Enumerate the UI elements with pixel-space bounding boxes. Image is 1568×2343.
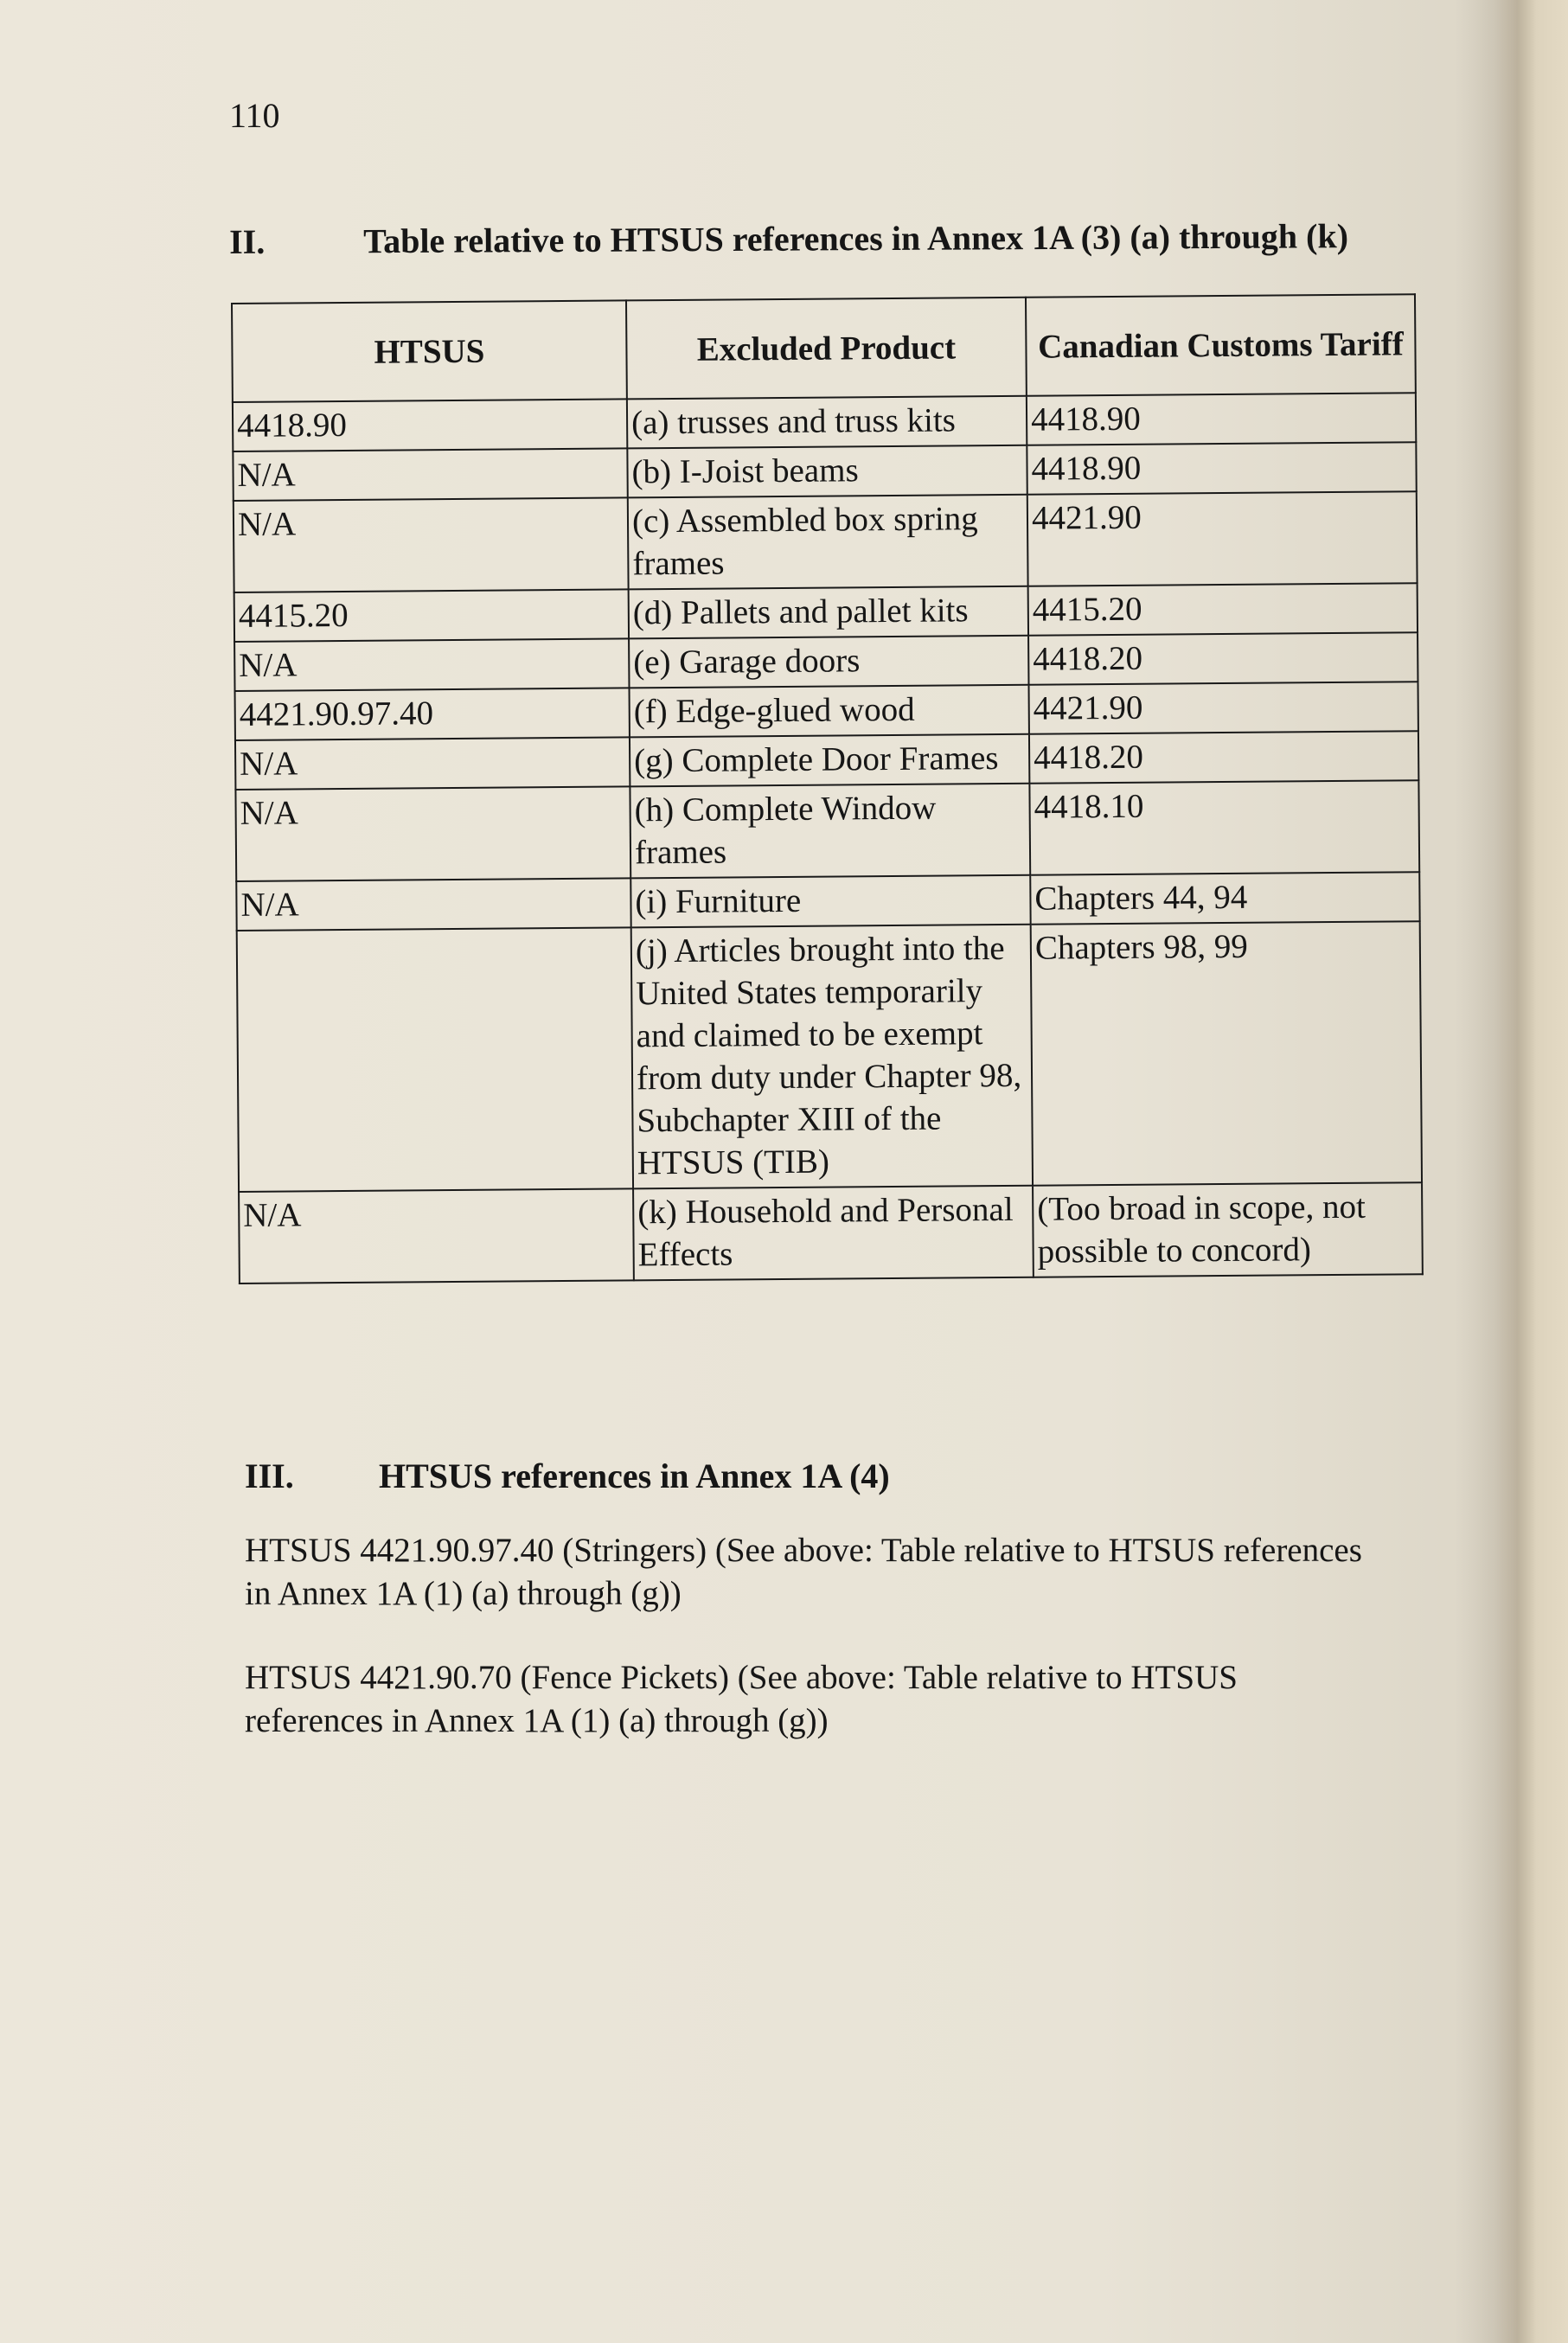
cell-htsus: N/A <box>239 1188 634 1284</box>
paragraph-stringers: HTSUS 4421.90.97.40 (Stringers) (See above: Table relative to HTSUS references in Annex 1A (1) (a) through (g)) <box>245 1532 1362 1612</box>
cell-product: (c) Assembled box spring frames <box>628 495 1028 590</box>
htsus-table <box>231 293 1424 1284</box>
section-iii-number: III. <box>245 1456 294 1495</box>
cell-tariff: 4418.90 <box>1027 393 1416 445</box>
section-ii-heading <box>229 215 1348 262</box>
table-row <box>239 1182 1423 1284</box>
table-row <box>236 872 1419 931</box>
cell-htsus: N/A <box>234 497 629 592</box>
cell-htsus: N/A <box>234 638 629 691</box>
cell-tariff: 4418.90 <box>1027 442 1416 495</box>
cell-product: (h) Complete Window frames <box>630 784 1030 879</box>
cell-tariff: 4418.20 <box>1029 731 1418 784</box>
table-row <box>235 682 1418 740</box>
cell-product: (d) Pallets and pallet kits <box>629 586 1028 639</box>
cell-product: (f) Edge-glued wood <box>630 685 1029 738</box>
cell-htsus: N/A <box>235 737 630 790</box>
page-number: 110 <box>229 96 280 135</box>
cell-tariff: 4415.20 <box>1028 583 1418 636</box>
htsus-table-container <box>231 293 1424 1284</box>
table-row <box>233 393 1416 451</box>
cell-product: (j) Articles brought into the United States temporarily and claimed to be exempt from duty under Chapter 98, Subchapter XIII of the HTSUS (TIB) <box>631 925 1033 1189</box>
cell-htsus: 4418.90 <box>233 399 627 451</box>
cell-htsus: 4415.20 <box>234 589 629 642</box>
table-row <box>234 632 1418 691</box>
table-row <box>235 780 1419 881</box>
paragraph-fence-pickets: HTSUS 4421.90.70 (Fence Pickets) (See above: Table relative to HTSUS references in Annex 1A (1) (a) through (g)) <box>245 1659 1238 1739</box>
cell-htsus: 4421.90.97.40 <box>235 688 630 740</box>
table-row <box>237 921 1422 1192</box>
book-binding-shadow <box>1456 0 1568 2343</box>
header-canadian-customs-tariff: Canadian Customs Tariff <box>1026 294 1416 396</box>
cell-tariff: 4421.90 <box>1028 682 1418 734</box>
section-iii-title: HTSUS references in Annex 1A (4) <box>379 1456 890 1495</box>
cell-product: (b) I-Joist beams <box>627 445 1027 498</box>
table-row <box>233 442 1416 501</box>
section-ii-number: II. <box>229 221 266 261</box>
cell-product: (g) Complete Door Frames <box>630 734 1029 787</box>
cell-product: (k) Household and Personal Effects <box>633 1186 1034 1281</box>
table-row <box>234 583 1418 642</box>
section-ii-title: Table relative to HTSUS references in Annex 1A (3) (a) through (k) <box>363 216 1349 261</box>
table-row <box>234 491 1418 592</box>
cell-product: (a) trusses and truss kits <box>627 396 1027 449</box>
cell-tariff: (Too broad in scope, not possible to concord) <box>1033 1182 1423 1277</box>
cell-htsus: N/A <box>233 448 627 501</box>
cell-htsus: N/A <box>235 786 630 881</box>
section-iii-heading <box>245 1456 890 1496</box>
cell-product: (e) Garage doors <box>629 636 1028 688</box>
cell-product: (i) Furniture <box>630 875 1030 928</box>
cell-tariff: Chapters 98, 99 <box>1031 921 1422 1186</box>
cell-htsus <box>237 927 633 1192</box>
table-header-row <box>232 294 1416 402</box>
cell-tariff: 4418.20 <box>1028 632 1418 685</box>
cell-tariff: 4418.10 <box>1029 780 1419 875</box>
header-excluded-product: Excluded Product <box>626 298 1027 400</box>
header-htsus: HTSUS <box>232 300 627 402</box>
cell-tariff: 4421.90 <box>1027 491 1418 586</box>
cell-tariff: Chapters 44, 94 <box>1030 872 1419 925</box>
table-row <box>235 731 1418 790</box>
cell-htsus: N/A <box>236 878 630 931</box>
